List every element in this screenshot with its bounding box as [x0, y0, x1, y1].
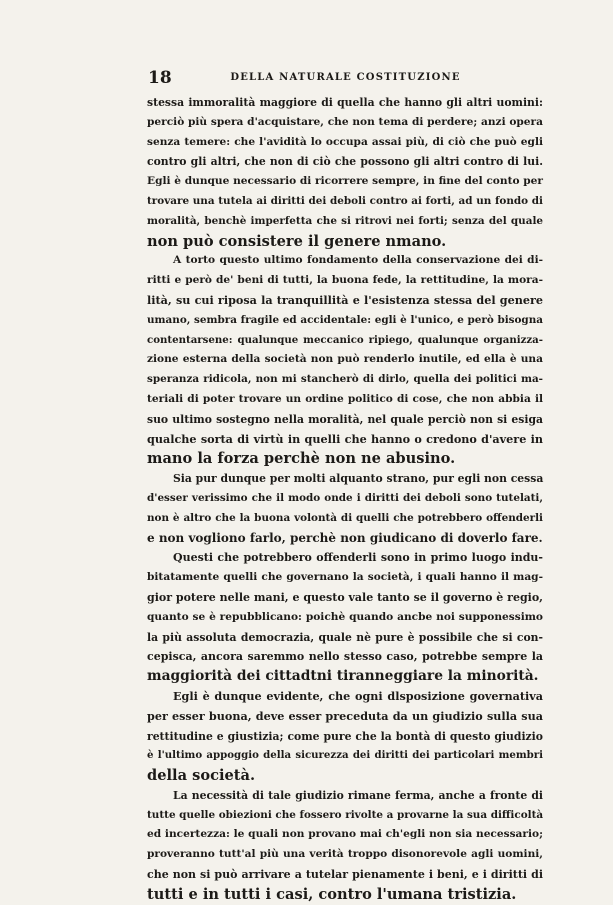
text-line: Questi che potrebbero offenderli sono in primo luogo indu-	[173, 551, 543, 565]
text-line: trovare una tutela ai diritti dei deboli contro ai forti, ad un fondo di	[147, 194, 543, 207]
running-title: DELLA NATURALE COSTITUZIONE	[230, 72, 461, 83]
text-line: la più assoluta democrazia, quale nè pure è possibile che si con-	[147, 630, 543, 644]
text-line: è l'ultimo appoggio della sicurezza dei diritti dei particolari membri	[147, 749, 543, 762]
text-line: zione esterna della società non può renderlo inutile, ed ella è una	[147, 353, 543, 366]
text-line: A torto questo ultimo fondamento della conservazione dei di-	[173, 254, 543, 267]
text-line: maggiorità dei cittadtni tiranneggiare la minorità.	[147, 668, 539, 685]
text-line: senza temere: che l'avidità lo occupa assai più, di ciò che può egli	[147, 135, 543, 148]
text-line: perciò più spera d'acquistare, che non tema di perdere; anzi opera	[147, 115, 543, 128]
text-line: non può consistere il genere nmano.	[147, 232, 447, 250]
text-line: non è altro che la buona volontà di quelli che potrebbero offenderli	[147, 511, 543, 524]
text-line: qualche sorta di virtù in quelli che hanno o credono d'avere in	[147, 431, 543, 446]
text-line: contro gli altri, che non di ciò che possono gli altri contro di lui.	[147, 155, 543, 169]
text-line: stessa immoralità maggiore di quella che hanno gli altri uomini:	[147, 96, 543, 109]
text-line: proveranno tutt'al più una verità troppo disonorevole agli uomini,	[147, 848, 543, 861]
text-line: bitatamente quelli che governano la società, i quali hanno il mag-	[147, 571, 543, 584]
text-line: lità, su cui riposa la tranquillità e l'esistenza stessa del genere	[147, 292, 543, 307]
text-line: Egli è dunque evidente, che ogni dlsposizione governativa	[173, 688, 543, 703]
text-line: contentarsene: qualunque meccanico ripiego, qualunque organizza-	[147, 333, 543, 346]
text-line: ritti e però de' beni di tutti, la buona fede, la rettitudine, la mora-	[147, 274, 543, 287]
text-line: teriali di poter trovare un ordine politico di cose, che non abbia il	[147, 392, 543, 405]
text-line: che non si può arrivare a tutelar pienamente i beni, e i diritti di	[147, 868, 543, 882]
text-line: d'esser verissimo che il modo onde i diritti dei deboli sono tutelati,	[147, 491, 543, 504]
page-header	[148, 68, 543, 88]
text-line: e non vogliono farlo, perchè non giudicano di doverlo fare.	[147, 530, 543, 545]
text-line: quanto se è repubblicano: poichè quando ancbe noi supponessimo	[147, 610, 543, 623]
text-line: La necessità di tale giudizio rimane ferma, anche a fronte di	[173, 788, 543, 802]
text-line: rettitudine e giustizia; come pure che la bontà di questo giudizio	[147, 729, 543, 743]
text-line: moralità, benchè imperfetta che si ritrovi nei forti; senza del quale	[147, 214, 543, 227]
text-line: mano la forza perchè non ne abusino.	[147, 450, 456, 468]
text-line: per esser buona, deve esser preceduta da un giudizio sulla sua	[147, 708, 543, 723]
text-line: tutti e in tutti i casi, contro l'umana tristizia.	[147, 885, 517, 903]
text-line: Egli è dunque necessario di ricorrere sempre, in fine del conto per	[147, 175, 543, 188]
text-line: umano, sembra fragile ed accidentale: egli è l'unico, e però bisogna	[147, 313, 543, 326]
body-text	[147, 93, 543, 905]
text-line: Sia pur dunque per molti alquanto strano, pur egli non cessa	[173, 472, 544, 486]
text-line: speranza ridicola, non mi stancherò di dirlo, quella dei politici ma-	[147, 373, 543, 386]
text-line: gior potere nelle mani, e questo vale tanto se il governo è regio,	[147, 590, 543, 604]
text-line: tutte quelle obiezioni che fossero rivolte a provarne la sua difficoltà	[147, 808, 544, 821]
text-line: della società.	[147, 767, 256, 785]
text-line: cepisca, ancora saremmo nello stesso caso, potrebbe sempre la	[147, 650, 543, 664]
page-number: 18	[148, 68, 172, 88]
text-line: suo ultimo sostegno nella moralità, nel quale perciò non si esiga	[147, 412, 543, 426]
text-line: ed incertezza: le quali non provano mai ch'egli non sia necessario;	[147, 828, 543, 841]
